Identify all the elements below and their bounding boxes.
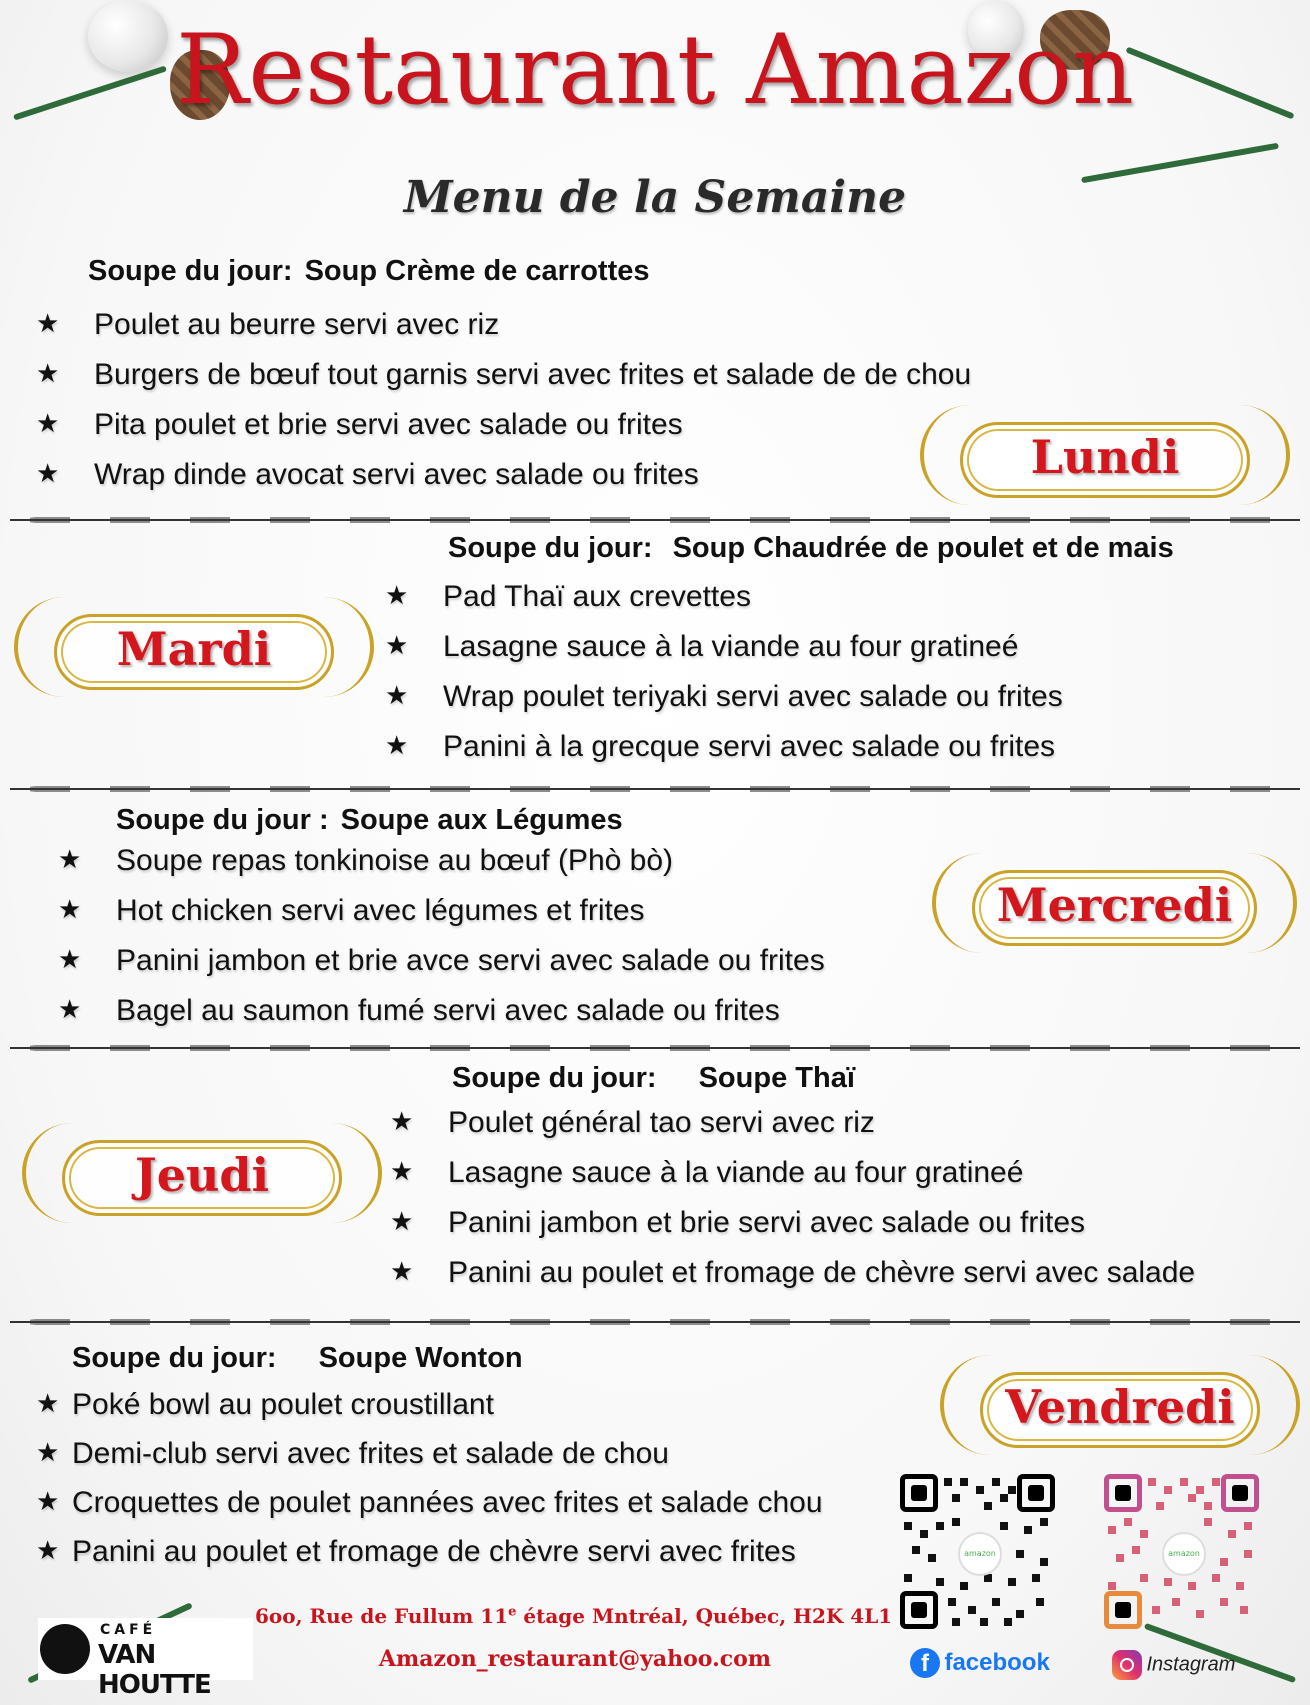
star-icon: ★ (385, 630, 409, 660)
list-item: ★ Croquettes de poulet pannées avec frites et salade chou (36, 1486, 823, 1519)
soup-label: Soupe du jour: (72, 1342, 277, 1374)
list-item: ★ Panini au poulet et fromage de chèvre servi avec salade (390, 1256, 1196, 1289)
soup-label: Soupe du jour: (88, 255, 293, 287)
list-item: ★ Bagel au saumon fumé servi avec salade ou frites (58, 994, 780, 1027)
facebook-link[interactable] (910, 1648, 1050, 1678)
soup-label: Soupe du jour: (448, 532, 653, 564)
list-item: ★ Wrap poulet teriyaki servi avec salade ou frites (385, 680, 1063, 713)
facebook-qr-code[interactable] (900, 1474, 1055, 1629)
instagram-link[interactable] (1112, 1650, 1235, 1680)
list-item: ★ Poké bowl au poulet croustillant (36, 1388, 494, 1421)
star-icon: ★ (36, 1486, 60, 1516)
soup-of-day (116, 804, 623, 837)
page-subtitle: Menu de la Semaine (403, 172, 907, 223)
day-badge-jeudi (22, 1118, 382, 1228)
day-name: Mardi (116, 622, 272, 676)
facebook-label: facebook (944, 1649, 1050, 1676)
list-item: ★ Hot chicken servi avec légumes et frites (58, 894, 645, 927)
list-item: ★ Wrap dinde avocat servi avec salade ou frites (36, 458, 699, 491)
soup-name: Soupe Wonton (318, 1342, 523, 1374)
menu-list-vendredi (36, 1388, 896, 1584)
list-item: ★ Lasagne sauce à la viande au four gratineé (390, 1156, 1024, 1189)
facebook-icon: f (910, 1648, 940, 1678)
soup-of-day (72, 1342, 523, 1375)
star-icon: ★ (36, 1388, 60, 1418)
list-item: ★ Poulet au beurre servi avec riz (36, 308, 500, 341)
star-icon: ★ (58, 944, 82, 974)
restaurant-address: 6oo, Rue de Fullum 11e étage Mntréal, Québec, H2K 4L1 (255, 1604, 893, 1628)
day-name: Mercredi (996, 878, 1233, 932)
star-icon: ★ (385, 730, 409, 760)
day-name: Lundi (1030, 430, 1180, 484)
star-icon: ★ (36, 408, 60, 438)
star-icon: ★ (36, 358, 60, 388)
list-item: ★ Lasagne sauce à la viande au four gratineé (385, 630, 1019, 663)
star-icon: ★ (36, 1437, 60, 1467)
star-icon: ★ (390, 1256, 414, 1286)
menu-list-mardi (385, 580, 1285, 780)
star-icon: ★ (390, 1106, 414, 1136)
soup-name: Soupe Thaï (698, 1062, 855, 1094)
logo-name-text: VAN HOUTTE (98, 1640, 211, 1700)
day-name: Jeudi (134, 1148, 270, 1202)
list-item: ★ Panini jambon et brie avce servi avec salade ou frites (58, 944, 825, 977)
menu-list-mercredi (58, 844, 938, 1044)
day-badge-mardi (14, 592, 374, 702)
soup-of-day (88, 255, 649, 288)
soup-of-day (452, 1062, 855, 1095)
list-item: ★ Pad Thaï aux crevettes (385, 580, 751, 613)
instagram-icon (1112, 1650, 1142, 1680)
day-name: Vendredi (1005, 1380, 1235, 1434)
logo-cafe-text: CAFÉ (100, 1622, 157, 1638)
star-icon: ★ (58, 844, 82, 874)
instagram-label: Instagram (1146, 1653, 1236, 1676)
list-item: ★ Burgers de bœuf tout garnis servi avec frites et salade de de chou (36, 358, 972, 391)
section-divider (10, 1044, 1300, 1052)
star-icon: ★ (58, 894, 82, 924)
qr-logo: amazon (1162, 1532, 1206, 1576)
star-icon: ★ (36, 458, 60, 488)
soup-name: Soup Crème de carrottes (304, 255, 650, 287)
list-item: ★ Panini jambon et brie servi avec salade ou frites (390, 1206, 1086, 1239)
coffee-logo-icon (40, 1624, 90, 1674)
star-icon: ★ (390, 1206, 414, 1236)
qr-logo: amazon (958, 1532, 1002, 1576)
star-icon: ★ (36, 1535, 60, 1565)
list-item: ★ Panini à la grecque servi avec salade ou frites (385, 730, 1056, 763)
cafe-van-houtte-logo (38, 1618, 253, 1700)
list-item: ★ Panini au poulet et fromage de chèvre servi avec frites (36, 1535, 796, 1568)
soup-name: Soup Chaudrée de poulet et de mais (672, 532, 1174, 564)
star-icon: ★ (385, 680, 409, 710)
instagram-qr-code[interactable] (1104, 1474, 1259, 1629)
restaurant-email[interactable]: Amazon_restaurant@yahoo.com (378, 1646, 772, 1672)
section-divider (10, 516, 1300, 524)
day-badge-vendredi (940, 1350, 1300, 1460)
menu-list-jeudi (390, 1106, 1300, 1306)
list-item: ★ Poulet général tao servi avec riz (390, 1106, 875, 1139)
day-badge-mercredi (932, 848, 1297, 958)
soup-of-day (448, 532, 1174, 565)
section-divider (10, 785, 1300, 793)
list-item: ★ Pita poulet et brie servi avec salade ou frites (36, 408, 683, 441)
section-divider (10, 1318, 1300, 1326)
star-icon: ★ (390, 1156, 414, 1186)
day-badge-lundi (920, 400, 1290, 510)
soup-name: Soupe aux Légumes (340, 804, 623, 836)
star-icon: ★ (36, 308, 60, 338)
star-icon: ★ (58, 994, 82, 1024)
list-item: ★ Demi-club servi avec frites et salade de chou (36, 1437, 669, 1470)
soup-label: Soupe du jour: (452, 1062, 657, 1094)
star-icon: ★ (385, 580, 409, 610)
soup-label: Soupe du jour : (116, 804, 329, 836)
list-item: ★ Soupe repas tonkinoise au bœuf (Phò bò) (58, 844, 674, 877)
page-title: Restaurant Amazon (176, 14, 1134, 126)
